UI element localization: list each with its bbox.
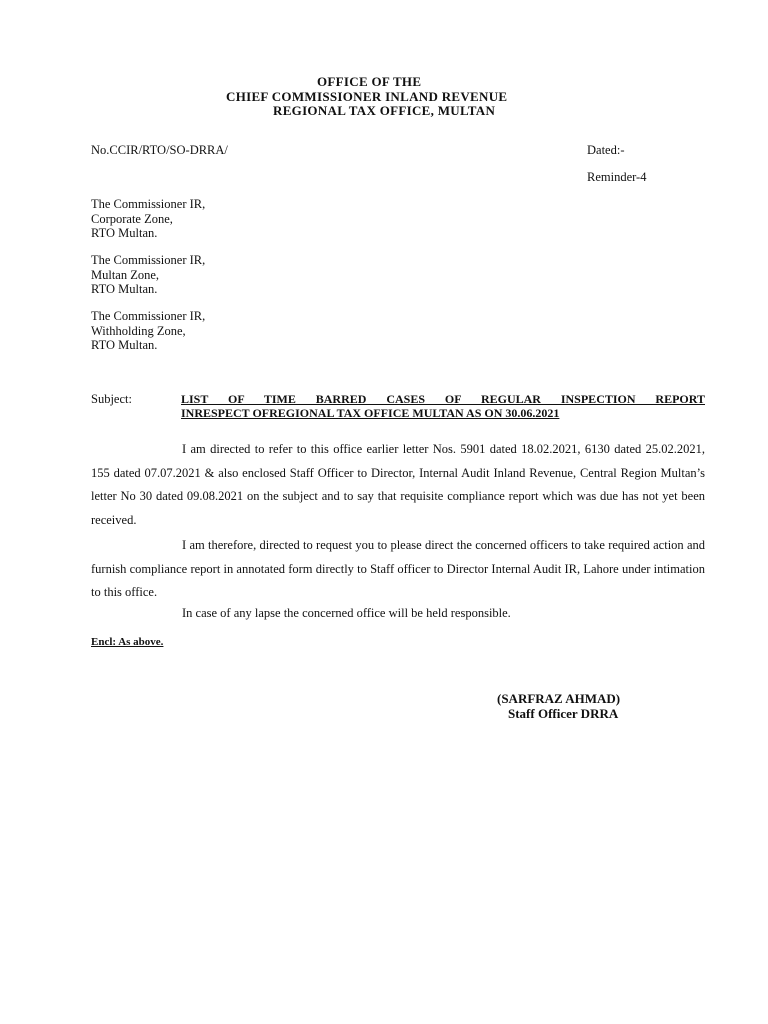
signatory-name: (SARFRAZ AHMAD): [497, 691, 621, 706]
addressee-line: RTO Multan.: [91, 226, 158, 240]
header-office-line: OFFICE OF THE: [317, 74, 422, 89]
body-paragraph: I am directed to refer to this office earlier letter Nos. 5901 dated 18.02.2021, 6130 dated 25.02.2021, 155 dated 07.07.2021 & also enclosed Staff Officer to Director, Internal Audit Inland Revenue, Central Region Multan’s letter No 30 dated 09.08.2021 on the subject and to say that requisite compliance report which was due has not yet been received.: [91, 442, 705, 527]
body-paragraph: I am therefore, directed to request you to please direct the concerned officers to take required action and furnish compliance report in annotated form directly to Staff officer to Director Internal Audit IR, Lahore under intimation to this office.: [91, 538, 705, 599]
header-regional-office-line: REGIONAL TAX OFFICE, MULTAN: [273, 103, 496, 118]
subject-line: INRESPECT OFREGIONAL TAX OFFICE MULTAN AS ON 30.06.2021: [181, 406, 560, 420]
addressee-line: Corporate Zone,: [91, 211, 173, 226]
addressee-line: Multan Zone,: [91, 267, 160, 282]
body-paragraph: In case of any lapse the concerned office will be held responsible.: [182, 606, 511, 620]
signatory-title: Staff Officer DRRA: [508, 706, 619, 721]
enclosure-note: Encl: As above.: [91, 636, 164, 648]
addressee-line: The Commissioner IR,: [91, 197, 206, 211]
reminder-label: Reminder-4: [587, 170, 647, 184]
addressee-line: RTO Multan.: [91, 282, 158, 296]
addressee-line: Withholding Zone,: [91, 323, 186, 338]
subject-line: LIST OF TIME BARRED CASES OF REGULAR INSPECTION REPORT: [181, 392, 705, 406]
subject-text: [181, 392, 705, 420]
addressee-line: The Commissioner IR,: [91, 253, 206, 267]
dated-label: Dated:-: [587, 143, 625, 157]
subject-label: Subject:: [91, 392, 132, 406]
header-chief-commissioner-line: CHIEF COMMISSIONER INLAND REVENUE: [226, 89, 508, 104]
addressee-block: [91, 253, 205, 297]
reference-number: No.CCIR/RTO/SO-DRRA/: [91, 143, 228, 157]
addressee-line: RTO Multan.: [91, 338, 158, 352]
addressee-block: [91, 197, 205, 241]
addressee-block: [91, 309, 205, 353]
addressee-line: The Commissioner IR,: [91, 309, 206, 323]
